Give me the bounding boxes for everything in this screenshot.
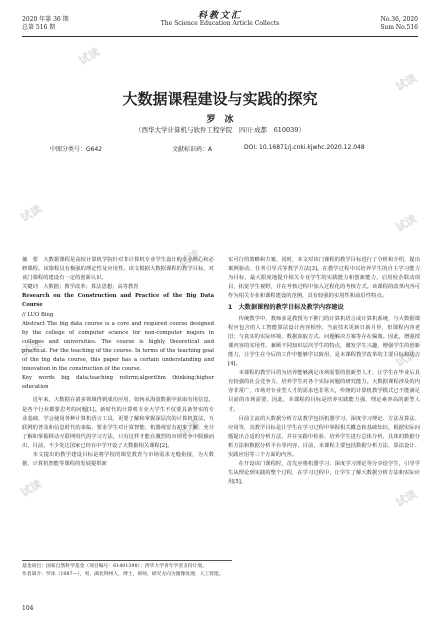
abstract-cn: 摘 要 大数据课程是高校计算机学院针对非计算机专业学生设计的专业核心和必修课程。该课程具有极强的理论性及应用性。该文根据大数据课程的教学目标，对该门课程的建设有一定的创新认识。 [22,257,214,282]
watermark-10: 试读 [393,487,420,510]
watermark-3: 试读 [18,202,45,225]
watermark-5: 试读 [176,247,203,270]
keywords-en: Key words big data;teaching reform;algorithm thinking;higher education [22,375,214,391]
right-column [228,256,420,487]
issue-info-en [380,16,418,32]
clc-number: 中图分类号：G642 [50,146,103,153]
journal-logo: 科教文汇 [197,11,242,21]
body-paragraph-5: 目前主流的大数据分析方法教学包括机器学习、深度学习理论、方法及算法、应用等，其教学目标是让学生在学习过程中掌握相关概念和基础知识，根据实际问题提出合适的分析方法，并在实践中检验、培养学生进行总体分析，具体的数据分析方法和数据分析平台等内容，目前，本课程主要包括数据分析方法、算法设计、实践应用等三个方面的内容。 [228,415,420,458]
issue-total-en: Sum No.516 [380,24,418,31]
keywords-cn: 关键词 大数据；教学改革；算法思想；高等教育 [22,284,139,291]
watermark-1: 试读 [76,45,103,68]
journal-name-en: The Science Education Article Collects [160,20,280,27]
author-bio: 作者简介：罗冰（1987—），男，湖北荆州人，博士，讲师，研究方向为图像处理、人工智能。 [22,571,224,577]
page-number: 104 [22,605,34,612]
watermark-9: 试读 [18,477,45,500]
section-heading-1: 1 大数据课程的教学目标及教学内容建设 [228,304,344,312]
doi: DOI: 10.16871/j.cnki.kjwhc.2020.12.048 [244,144,365,151]
issue-number: 2020 年第 36 期 [22,16,69,23]
article-title: 大数据课程建设与实践的探究 [122,90,318,108]
watermark-4: 试读 [393,212,420,235]
body-paragraph-cont: 实可行的策略和方案，同时，本文对该门课程的教学目标进行了分析和介绍，提出案例驱动、任务引导式等教学方法[3]。在教学过程中以培养学生的自主学习能力为目标，最大限度地提升相关专业学生的实践能力和创新能力，启用校企联动项目，拓宽学生视野，并在考核过程中加入过程化的考核方式。该课程的改革内容可作为相关专业和课程建设的范例，具有较强的实用性和前沿性特点。 [228,257,420,300]
issue-number-en: No.36, 2020 [380,16,418,23]
body-paragraph-4: 本课程的教学目的为培养能够满足市场需要的创新型人才，让学生在毕业后具有较强的社会竞争力，培养学生对各个实际问题的研究能力。大数据课程涉及的内容非常广，市场对专业型人才的需求也非常大，传统的计算机教学模式已不能满足目前的市场需要，因此，本课程的目标是培养实践能力强、理论素养高的新型人才。 [228,370,420,413]
document-code: 文献标识码：A [172,146,213,153]
title-en: Research on the Construction and Practice of the Big Data Course [22,293,214,309]
abstract-en: Abstract The big data course is a core and required course designed by the college of computer science for non-computer majors in colleges and universities. The course is highly theoretical and practical. For the teaching of the course. In terms of the teaching goal of the big data course, this paper has a certain understanding and innovation in the construction of the course. [22,320,214,373]
journal-header [22,12,418,42]
issue-total: 总第 516 期 [22,24,56,31]
author-affiliation: （西华大学计算机与软件工程学院 四川·成都 610039） [135,126,305,134]
author-en: // LUO Bing [22,311,54,318]
journal-title [22,12,418,28]
fund-note: 基金项目：国家自然科学基金（项目编号：61401398）；西华大学青年学者支持计划。 [22,564,208,569]
body-paragraph-3: 传统教学中，教师多是教授为下推门的计算机语言或计算机系统，与大数据课程应包含的人工智能算法设计内容相悖。当前技术更新日新月异，但课程内容老旧；与真实的实际环境、数据获取方式、问题解决方案等存在偏离。因此，增强授课内容的实用性，兼顾不同知识层次学生的特点，激发学生兴趣，增强学生的创新能力，让学生在今后的工作中能够学以致用，是本课程教学改革的主要目标和动力[4]。 [228,315,420,368]
body-paragraph-2: 本文提出的教学建设目标是将学校的课堂教育与市场需求无缝衔接，为大数据、计算机智能等课程的发展提供新 [22,451,214,468]
left-column [22,256,214,469]
body-paragraph-6: 在开设该门课程时，首先应将机器学习、深度学习理论等分享给学生，引导学生从理论到实践的整个过程，在学习过程中，让学生了解大数据分析方法和实际应用[5]。 [228,461,420,486]
watermark-2: 试读 [393,71,420,94]
body-paragraph-1: 近年来，大数据在诸多领域得到成功应用，如何从海量数据中获取有用信息，是各个行业都要思考的问题[1]。新时代的计算机专业大学生不仅要具备坚实的专业基础，学会使用各种计算机语言工具，更要了解和掌握深层次的计算机算法。互联网的普及和信息时代的来临，要求学生对计算智能、机器视觉有初步了解，充分了解和掌握移动互联网时代的学习方法，只有这样才能在激烈的市场竞争中脱颖而出，目前，不少发达国家已经在中学开设了大数据相关课程[2]。 [22,397,214,449]
article-author: 罗 冰 [206,115,234,125]
watermark-7: 试读 [393,347,420,370]
watermark-8: 试读 [176,417,203,440]
watermark-6: 试读 [18,337,45,360]
header-rule [22,36,418,37]
footnote [22,560,232,578]
